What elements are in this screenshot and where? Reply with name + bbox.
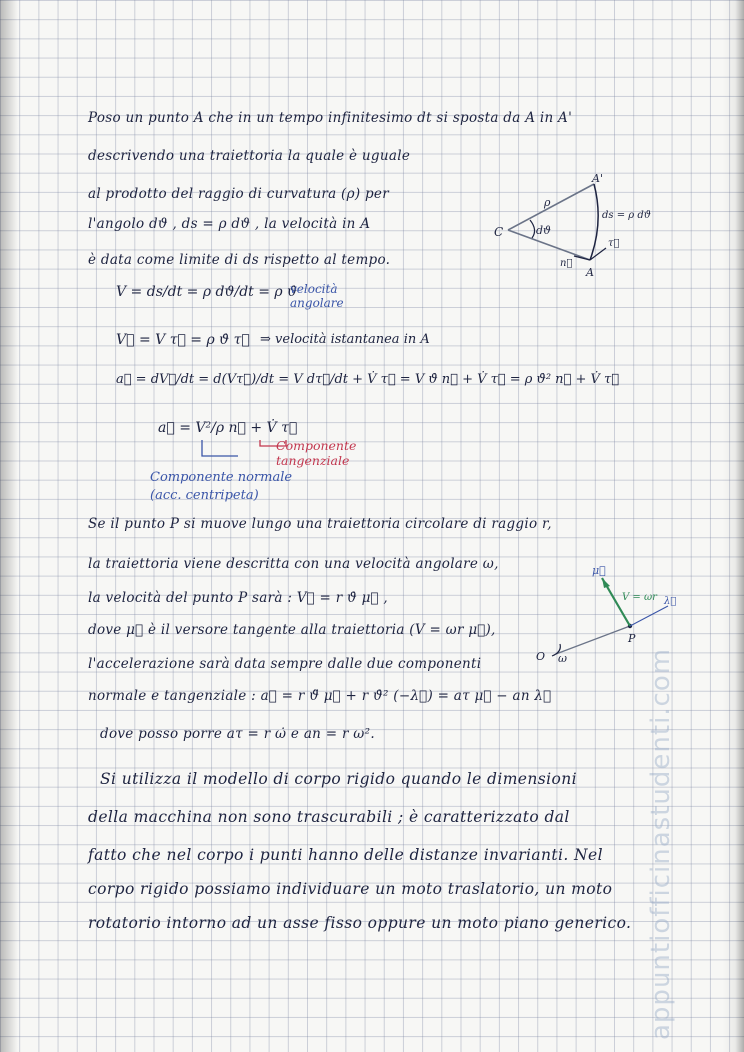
label-tangential-component: Componente tangenziale (276, 438, 357, 468)
watermark (616, 520, 676, 1040)
text-line-3: al prodotto del raggio di curvatura (ρ) per (88, 186, 389, 202)
text-line-12: dove posso porre aτ = r ω̇ e an = r ω². (100, 726, 375, 742)
note-instant-velocity: ⇒ velocità istantanea in A (260, 332, 430, 347)
text-line-17: rotatorio intorno ad un asse fisso oppure un moto piano generico. (88, 914, 632, 932)
text-line-16: corpo rigido possiamo individuare un moto traslatorio, un moto (88, 880, 613, 898)
angle-arc (530, 220, 535, 238)
text-line-11: normale e tangenziale : a⃗ = r ϑ̈ μ⃗ + r ϑ̇² (−λ⃗) = aτ μ⃗ − an λ⃗ (88, 688, 552, 704)
label-A-prime: A' (592, 172, 603, 185)
equation-acceleration-components: a⃗ = V²/ρ n⃗ + V̇ τ⃗ (158, 420, 298, 436)
curvature-diagram (488, 168, 668, 288)
label-centripetal: (acc. centripeta) (150, 488, 259, 503)
normal-bracket (202, 440, 238, 456)
velocity-arrowhead (602, 578, 610, 588)
binding-shadow (0, 0, 18, 1052)
label-lambda: λ⃗ (664, 596, 677, 607)
label-omega: ω (558, 652, 567, 665)
page-edge (722, 0, 744, 1052)
label-tau: τ⃗ (608, 238, 620, 249)
trajectory-arc (590, 184, 598, 260)
text-line-2: descrivendo una traiettoria la quale è uguale (88, 148, 411, 164)
text-line-14: della macchina non sono trascurabili ; è caratterizzato dal (88, 808, 570, 826)
text-line-8: la velocità del punto P sarà : V⃗ = r ϑ̇ μ⃗ , (88, 590, 388, 606)
equation-acceleration: a⃗ = dV⃗/dt = d(Vτ⃗)/dt = V dτ⃗/dt + V̇ τ⃗ = V ϑ̇ n⃗ + V̇ τ⃗ = ρ ϑ̇² n⃗ + V̇ τ⃗ (116, 372, 620, 387)
label-rho: ρ (544, 196, 551, 209)
label-P: P (628, 632, 636, 645)
text-line-5: è data come limite di ds rispetto al tempo. (88, 252, 391, 268)
text-line-6: Se il punto P si muove lungo una traiettoria circolare di raggio r, (88, 516, 552, 532)
text-line-1: Poso un punto A che in un tempo infinitesimo dt si sposta da A in A' (88, 110, 573, 126)
label-ds: ds = ρ dϑ (602, 210, 651, 221)
label-C: C (494, 225, 504, 239)
label-mu: μ⃗ (592, 564, 606, 577)
text-line-13: Si utilizza il modello di corpo rigido quando le dimensioni (100, 770, 577, 788)
label-O: O (536, 650, 546, 663)
text-line-10: l'accelerazione sarà data sempre dalle due componenti (88, 656, 482, 672)
radius-line-A-prime (508, 184, 594, 230)
text-line-7: la traiettoria viene descritta con una velocità angolare ω, (88, 556, 499, 572)
label-speed: V = ωr (622, 592, 657, 603)
text-line-4: l'angolo dϑ , ds = ρ dϑ , la velocità in A (88, 216, 371, 232)
label-normal-component: Componente normale (150, 470, 293, 485)
equation-velocity-vector: V⃗ = V τ⃗ = ρ ϑ̇ τ⃗ (116, 332, 250, 348)
text-line-15: fatto che nel corpo i punti hanno delle distanze invarianti. Nel (88, 846, 603, 864)
equation-speed: V = ds/dt = ρ dϑ/dt = ρ ϑ̇ (116, 284, 298, 300)
watermark-text: appuntiofficinastudenti.com (646, 647, 676, 1040)
label-dtheta: dϑ (536, 224, 551, 237)
label-n: n⃗ (560, 258, 573, 269)
text-line-9: dove μ⃗ è il versore tangente alla traiettoria (V = ωr μ⃗), (88, 622, 496, 638)
label-A: A (586, 266, 594, 279)
note-angular-velocity: velocità angolare (290, 282, 344, 310)
